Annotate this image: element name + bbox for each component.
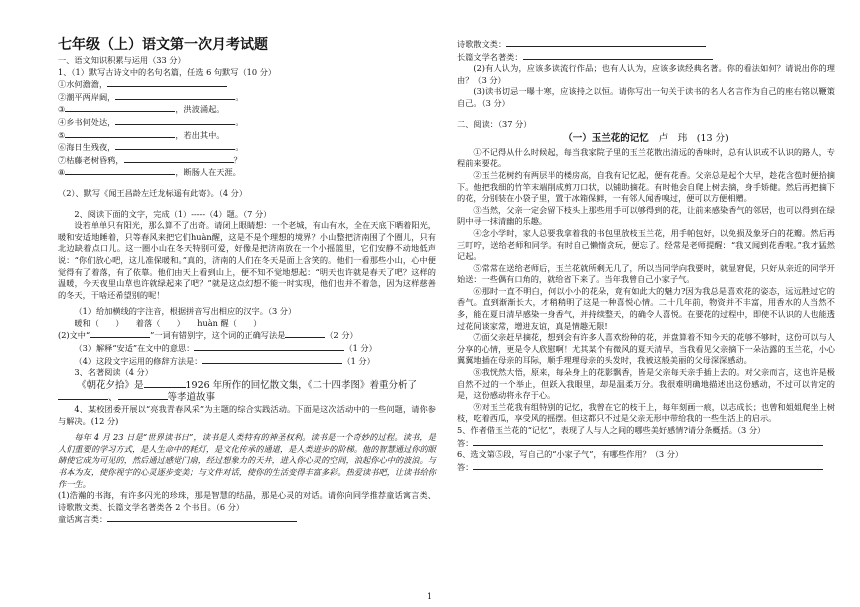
answer-line: 答： xyxy=(457,461,835,474)
question: （2）、默写《闻王昌龄左迁龙标遥有此寄》。（4 分） xyxy=(58,187,248,198)
right-column xyxy=(457,38,835,473)
poem-line: ①水何澹澹， xyxy=(58,78,436,91)
paragraph: ④念小学时，家人总要我拿着我的书包里放枝玉兰花，用手帕包好，以免损及象牙白的花瓣。然后再三叮咛，送给老师和同学。有时自己懒惰贪玩，便忘了。经常是老师提醒：“我又闻到花香啦。”我才猛然记起。 xyxy=(457,227,835,262)
question: 4、某校团委开展以“亮我青春风采”为主题的综合实践活动。下面是这次活动中的一些问题，请你参与解决。(12 分) xyxy=(58,404,436,426)
left-column xyxy=(58,28,436,526)
question: 5、作者借玉兰花的“记忆”，表现了人与人之间的哪些美好感情?请分条概括。（3 分） xyxy=(457,425,766,435)
sub-question: 《朝花夕拾》是 1926 年所作的回忆散文集，《二十四孝图》着重分析了 xyxy=(77,379,417,391)
paragraph: ⑥那时一直不明白，何以小小的花朵，竟有如此大的魅力?因为我总是喜欢花的姿态，远远胜过它的香气。直到渐渐长大，才稍稍明了这是一种喜悦心情。二十几年前，物资并不丰富，用香水的人当然不多，能在夏日清早感染一身香气，并持续整天，的确令人喜悦。在要花的过程中，即使不认识的人也能透过花间谈家常，增进友谊，真是情趣无限! xyxy=(457,285,835,331)
question: 2、阅读下面的文字，完成（1）-----（4）题。（7 分） xyxy=(74,208,272,219)
poem-line: ②潮平两岸阔， 。 xyxy=(58,91,244,102)
answer-line: 童话寓言类： xyxy=(58,513,436,526)
reading-passage: 每年 4 月 23 日是“世界读书日”，读书是人类特有的神圣权利。读书是一个奇妙的过程。读书，是人们重要的学习方式，是人生命中的耗灯，是文化传承的通道，是人类进步的阶梯。他的智慧通过你的眼睛使它成为可见的，然后通过感觉门扇，经过想象力的天井，进入你心灵的空间，浪起你心中的波浪。与书本为友，使你视宇的心灵逐步变美；与文件对话，使你的生活变得丰富多彩。热爱读书吧，让读书给你作一生。 xyxy=(58,432,436,489)
poem-line: ⑥海日生残夜， 。 xyxy=(58,142,244,153)
sub-question: （1）给加横线的字注音，根据拼音写出相应的汉字。（3 分） xyxy=(74,306,297,317)
sub-question: (2)文中“ ”一词有错别字，这个词的正确写法是 （2 分） xyxy=(58,330,358,341)
page-number: 1 xyxy=(427,592,433,601)
section-heading: 一、语文知识积累与运用（33 分） xyxy=(58,55,186,65)
sub-question: 、 等孝道故事 xyxy=(58,391,436,404)
passage-title: （一）玉兰花的记忆 卢 玮 (13 分) xyxy=(563,133,729,145)
sub-question: （3）解释“安适”在文中的意思： （1 分） xyxy=(74,343,377,354)
question: 6、选文第⑤段，写自己的“小家子气”，有哪些作用？（3 分） xyxy=(457,449,684,460)
paragraph: ⑨对玉兰花我有组特别的记忆，我曾在它的枝干上，每年刻画一痕，以志成长；也曾和姐姐爬坐上树枝，吃着西瓜，享受风的摇摆。但这都只不过是父亲无形中带给我的一些生活上的启示。 xyxy=(457,401,835,424)
sub-question: (1)浩瀚的书海，有许多闪光的珍珠，那是智慧的结晶，那是心灵的对话。请你向同学推荐童话寓言类、诗歌散文类、长篇文学名著类各 2 个书目。（6 分） xyxy=(58,490,436,512)
page-title: 七年级（上）语文第一次月考试题 xyxy=(58,37,268,53)
paragraph: ⑧我恍然大悟，原来，每朵身上的花影飘香，皆是父亲每天亲手插上去的。对父亲而言，这也许是极自然不过的一个举止，但跃入我眼里，却是温柔万分。我很难明确地描述出这份感动，不过可以肯定的是，这份感动将永存于心。 xyxy=(457,367,835,401)
poem-line: ⑤ ，若出其中。 xyxy=(58,129,225,140)
pinyin-items: 暖和（ ） 着落（ ） huàn 醒（ ） xyxy=(74,317,262,328)
section-heading: 二、阅读：（37 分） xyxy=(457,118,532,129)
paragraph: ②玉兰花树约有两层半的楼房高，自我有记忆起，便有花香。父亲总是起个大早，趁花含苞时便拾摘下。他把我细的竹竿末端削成剪刀口状，以铺助摘花。有时他会自爬上树去摘，身手矫健。然后再把摘下的花，分别装在小袋子里，置于冰箱保鲜，一有邻人闻香嗅过，便可以方便相赠。 xyxy=(457,169,835,204)
poem-line: ⑧ ，断肠人在天涯。 xyxy=(58,167,241,178)
poem-line: ④乡书何处达， 。 xyxy=(58,116,244,127)
paragraph: ⑤常常在送给老师后，玉兰花就所剩无几了，所以当同学向我要时，就显窘促，只好从亲近的同学开始送：一些偶有口角的，就给省下来了。当年我曾自己小家子气。 xyxy=(457,262,835,285)
sub-question: (3)读书切忌一曝十寒，应该持之以恒。请你写出一句关于读书的名人名言作为自己的座右铭以鞭策自己。（3 分） xyxy=(457,86,835,108)
question: 1、（1）默写古诗文中的名句名篇，任选 6 句默写（10 分） xyxy=(58,66,277,77)
answer-line: 答： xyxy=(457,437,835,450)
answer-line: 诗歌散文类： xyxy=(457,38,835,51)
answer-line: 长篇文学名著类： xyxy=(457,51,835,64)
paragraph: ③当然，父亲一定会留下枝头上那些用手可以够得到的花，让前来感染香气的邻居，也可以得到在绿阴中寻一抹清幽的乐趣。 xyxy=(457,204,835,227)
paragraph: ⑦面父亲赶早摘花，想到会有许多人喜欢纷种的花，并盘算着不知今天的花够不够时，这份可以与人分享的心情，更是令人欣慰啊！尤其某个有微风的夏天清早，当我看见父亲摘下一朵沾露的玉兰花，小心翼翼地插在母亲的耳际，顺手理理母亲的头发时，我被这般美丽的父母深深感动。 xyxy=(457,332,835,366)
reading-passage: 设若单单只有阳光，那么算不了出奇。请闭上眼睛想：一个老城，有山有水，全在天底下晒着阳光，暖和安适地睡着，只等春风来把它们huàn醒，这是不是个理想的境界？小山整把济南围了个圈儿，只有北边缺着点口儿。这一圈小山在冬天特别可爱，好像是把济南放在一个小摇篮里，它们安静不动地低声说：“你们放心吧，这儿准保暖和。”真的，济南的人们在冬天是面上含笑的。他们一看那些小山，心中便觉得有了着落，有了依靠。他们由天上看到山上，便不知不觉地想起：“明天也许就是春天了吧？这样的温暖，今天夜里山草也许就绿起来了吧？”就是这点幻想不能一时实现，他们也并不着急，因为这样慈善的冬天，干啥还希望别的呢！ xyxy=(58,220,436,300)
sub-question: (2)有人认为，应该多读流行作品；也有人认为，应该多读经典名著。你的看法如何？请说出你的理由？（3 分） xyxy=(457,63,835,85)
poem-line: ⑦枯藤老树昏鸦， ？ xyxy=(58,154,242,165)
question: 3、名著阅读（4 分） xyxy=(74,367,153,378)
sub-question: （4）这段文字运用的修辞方法是： （1 分） xyxy=(74,355,375,366)
poem-line: ③ ，洪波涌起。 xyxy=(58,104,225,115)
paragraph: ①不记得从什么时候起，每当我家院子里的玉兰花散出清远的香味时，总有认识或不认识的路人，专程前来要花。 xyxy=(457,146,835,169)
